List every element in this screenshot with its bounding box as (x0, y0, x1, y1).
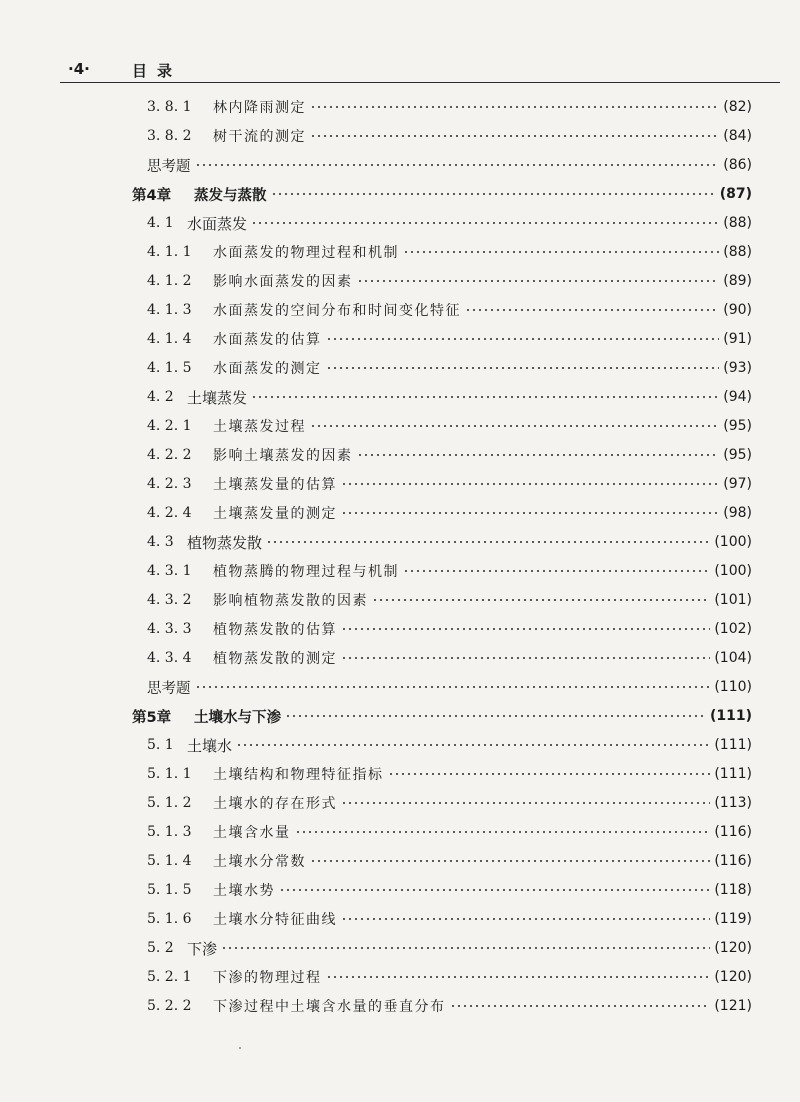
toc-entry-title: 土壤含水量 (213, 825, 291, 841)
toc-entry-page: (113) (714, 795, 752, 811)
toc-entry (147, 588, 752, 612)
toc-entry-title: 思考题 (147, 680, 191, 697)
dot-leader (285, 709, 706, 723)
toc-entry-number: 4. 1. 5 (147, 360, 192, 376)
toc-entry-page: (111) (714, 766, 752, 782)
toc-entry (147, 211, 752, 235)
dot-leader (357, 274, 720, 288)
toc-entry (147, 965, 752, 989)
toc-entry (147, 791, 752, 815)
toc-entry-title: 植物蒸发散的测定 (213, 651, 337, 667)
toc-entry-page: (90) (723, 302, 752, 318)
toc-entry (147, 385, 752, 409)
toc-entry-number: 5. 1. 5 (147, 882, 192, 898)
dot-leader (465, 303, 719, 317)
toc-entry-number: 5. 1 (147, 737, 174, 753)
toc-entry-number: 4. 1 (147, 215, 174, 231)
toc-entry (147, 124, 752, 148)
toc-entry-page: (88) (723, 244, 752, 260)
toc-entry-number: 4. 2. 3 (147, 476, 192, 492)
toc-entry-number: 4. 1. 3 (147, 302, 192, 318)
dot-leader (403, 245, 719, 259)
running-title: 目录 (132, 62, 183, 80)
dot-leader (326, 361, 720, 375)
toc-entry-title: 水面蒸发的测定 (213, 361, 322, 377)
dot-leader (357, 448, 720, 462)
toc-entry (147, 530, 752, 554)
toc-entry (147, 936, 752, 960)
toc-entry-number: 4. 1. 2 (147, 273, 192, 289)
toc-entry-title: 林内降雨测定 (213, 100, 306, 116)
page-header (60, 58, 780, 83)
toc-entry-number: 4. 3. 3 (147, 621, 192, 637)
toc-entry-title: 水面蒸发的空间分布和时间变化特征 (213, 303, 461, 319)
dot-leader (388, 767, 711, 781)
toc-entry-title: 土壤水势 (213, 883, 275, 899)
toc-entry-title: 植物蒸腾的物理过程与机制 (213, 564, 399, 580)
toc-entry-title: 植物蒸发散的估算 (213, 622, 337, 638)
toc-entry-page: (116) (714, 853, 752, 869)
dot-leader (310, 854, 710, 868)
toc-entry-number: 5. 2. 1 (147, 969, 192, 985)
dot-leader (403, 564, 710, 578)
toc-entry-title: 土壤蒸发量的测定 (213, 506, 337, 522)
toc-entry-title: 下渗的物理过程 (213, 970, 322, 986)
dot-leader (341, 622, 710, 636)
dot-leader (450, 999, 711, 1013)
toc-entry-page: (88) (723, 215, 752, 231)
toc-entry-number: 第4章 (132, 187, 172, 204)
toc-entry (147, 269, 752, 293)
dot-leader (310, 419, 719, 433)
toc-entry-page: (119) (714, 911, 752, 927)
toc-entry-number: 4. 2. 2 (147, 447, 192, 463)
toc-entry (132, 704, 752, 728)
toc-entry-page: (82) (723, 99, 752, 115)
dot-leader (326, 332, 720, 346)
toc-entry (147, 820, 752, 844)
toc-entry (147, 356, 752, 380)
dot-leader (195, 680, 711, 694)
toc-entry-title: 水面蒸发的估算 (213, 332, 322, 348)
toc-entry-title: 土壤水的存在形式 (213, 796, 337, 812)
toc-entry-title: 水面蒸发的物理过程和机制 (213, 245, 399, 261)
toc-entry-page: (100) (714, 563, 752, 579)
toc-entry-title: 水面蒸发 (187, 214, 248, 233)
toc-entry-number: 4. 2. 4 (147, 505, 192, 521)
toc-entry-page: (120) (714, 969, 752, 985)
scan-speck (239, 1047, 241, 1049)
dot-leader (221, 941, 710, 955)
toc-entry (147, 907, 752, 931)
dot-leader (251, 390, 719, 404)
toc-entry (147, 994, 752, 1018)
dot-leader (279, 883, 710, 897)
toc-entry-page: (98) (723, 505, 752, 521)
toc-entry-number: 5. 1. 3 (147, 824, 192, 840)
toc-entry (147, 240, 752, 264)
toc-entry (147, 414, 752, 438)
toc-entry-page: (91) (723, 331, 752, 347)
toc-entry-page: (94) (723, 389, 752, 405)
toc-entry-page: (100) (714, 534, 752, 550)
toc-entry-title: 影响水面蒸发的因素 (213, 274, 353, 290)
dot-leader (341, 506, 719, 520)
toc-entry-page: (118) (714, 882, 752, 898)
dot-leader (266, 535, 710, 549)
toc-entry-page: (93) (723, 360, 752, 376)
dot-leader (251, 216, 719, 230)
toc-entry (147, 298, 752, 322)
toc-entry-title: 土壤水分特征曲线 (213, 912, 337, 928)
toc-entry-page: (116) (714, 824, 752, 840)
toc-entry (147, 646, 752, 670)
dot-leader (341, 651, 710, 665)
dot-leader (341, 796, 710, 810)
dot-leader (326, 970, 711, 984)
toc-entry-title: 植物蒸发散 (187, 533, 263, 552)
page-number: ·4· (68, 60, 90, 78)
toc-entry-page: (95) (723, 447, 752, 463)
toc-entry-number: 5. 1. 4 (147, 853, 192, 869)
toc-entry-page: (102) (714, 621, 752, 637)
toc-entry (132, 182, 752, 206)
toc-entry-title: 土壤水分常数 (213, 854, 306, 870)
toc-entry (147, 559, 752, 583)
dot-leader (295, 825, 711, 839)
toc-entry-page: (89) (723, 273, 752, 289)
toc-entry-page: (111) (714, 737, 752, 753)
toc-entry (147, 762, 752, 786)
toc-entry-page: (86) (723, 157, 752, 173)
toc-entry-title: 思考题 (147, 158, 191, 175)
toc-entry-page: (111) (709, 708, 752, 724)
toc-entry-page: (104) (714, 650, 752, 666)
toc-entry-title: 下渗过程中土壤含水量的垂直分布 (213, 999, 446, 1015)
toc-entry-page: (84) (723, 128, 752, 144)
toc-entry (147, 472, 752, 496)
toc-entry-page: (87) (719, 186, 752, 202)
toc-entry-page: (95) (723, 418, 752, 434)
dot-leader (271, 187, 716, 201)
toc-entry-title: 土壤水 (187, 736, 233, 755)
toc-entry-title: 土壤蒸发量的估算 (213, 477, 337, 493)
toc-entry (147, 327, 752, 351)
toc-entry-number: 3. 8. 1 (147, 99, 192, 115)
toc-entry-number: 4. 2. 1 (147, 418, 192, 434)
dot-leader (236, 738, 710, 752)
toc-entry (147, 501, 752, 525)
toc-entry-title: 影响土壤蒸发的因素 (213, 448, 353, 464)
toc-entry-title: 下渗 (187, 939, 218, 958)
toc-entry-title: 树干流的测定 (213, 129, 306, 145)
toc-entry-number: 4. 2 (147, 389, 174, 405)
toc-entry (147, 878, 752, 902)
toc-entry-number: 4. 3 (147, 534, 174, 550)
toc-entry-number: 5. 1. 1 (147, 766, 192, 782)
toc-entry-title: 土壤蒸发 (187, 388, 248, 407)
toc-entry-number: 第5章 (132, 709, 172, 726)
toc-entry (147, 153, 752, 177)
toc-entry-page: (101) (714, 592, 752, 608)
toc-entry-number: 5. 1. 6 (147, 911, 192, 927)
toc-entry-number: 4. 3. 2 (147, 592, 192, 608)
toc-entry-number: 4. 1. 4 (147, 331, 192, 347)
toc-entry-title: 土壤蒸发过程 (213, 419, 306, 435)
dot-leader (195, 158, 720, 172)
dot-leader (310, 100, 719, 114)
toc-entry-page: (110) (714, 679, 752, 695)
toc-entry-number: 4. 3. 1 (147, 563, 192, 579)
toc-entry (147, 95, 752, 119)
toc-entry-title: 蒸发与蒸散 (194, 187, 267, 204)
dot-leader (310, 129, 719, 143)
toc-entry (147, 733, 752, 757)
toc-entry-number: 5. 2. 2 (147, 998, 192, 1014)
toc-entry (147, 849, 752, 873)
toc-entry-page: (97) (723, 476, 752, 492)
dot-leader (341, 912, 710, 926)
toc-entry (147, 675, 752, 699)
toc-entry-number: 4. 3. 4 (147, 650, 192, 666)
toc-entry (147, 443, 752, 467)
toc-entry-page: (120) (714, 940, 752, 956)
toc-entry-page: (121) (714, 998, 752, 1014)
toc-entry-number: 4. 1. 1 (147, 244, 192, 260)
dot-leader (341, 477, 719, 491)
toc-entry-number: 3. 8. 2 (147, 128, 192, 144)
toc-entry-number: 5. 1. 2 (147, 795, 192, 811)
toc-entry-title: 土壤结构和物理特征指标 (213, 767, 384, 783)
toc-entry-title: 土壤水与下渗 (194, 709, 281, 726)
toc-entry-number: 5. 2 (147, 940, 174, 956)
toc-entry-title: 影响植物蒸发散的因素 (213, 593, 368, 609)
toc-entry (147, 617, 752, 641)
dot-leader (372, 593, 710, 607)
